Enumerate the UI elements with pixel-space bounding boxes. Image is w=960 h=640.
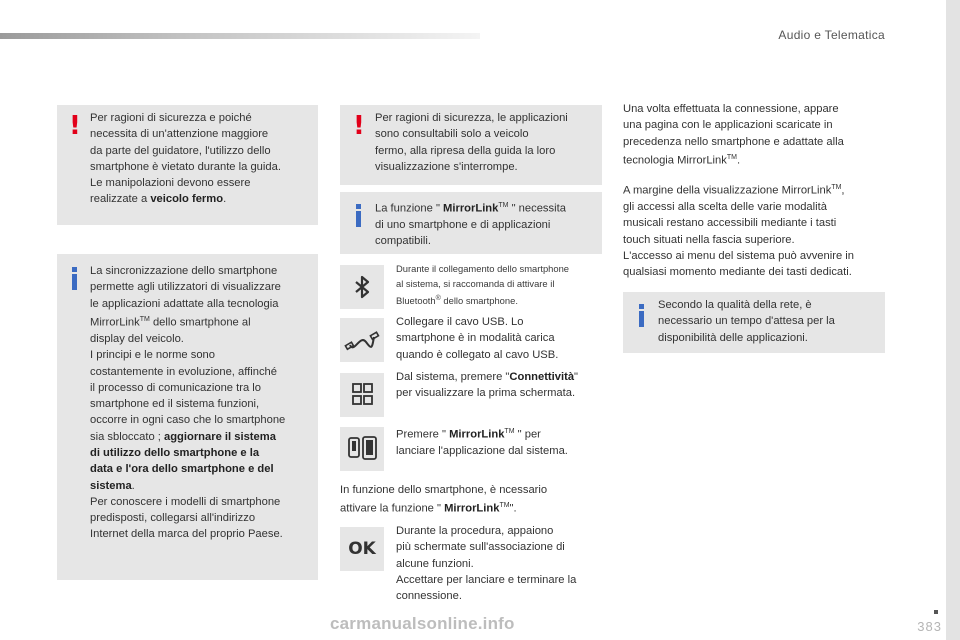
warning-text: Per ragioni di sicurezza e poiché necessita di un'attenzione maggiore da parte del guidatore, l'utilizzo dello smartphone è vietato durante la guida. Le manipolazioni devono essere realizzate a veicolo fermo. — [90, 112, 281, 206]
bluetooth-step-icon-box — [340, 265, 384, 309]
warning-text: Per ragioni di sicurezza, le applicazioni sono consultabili solo a veicolo fermo, alla ripresa della guida la loro visualizzazione s'interrompe. — [375, 112, 568, 173]
info-text: Secondo la qualità della rete, è necessario un tempo d'attesa per la disponibilità delle applicazioni. — [658, 299, 835, 344]
info-text: La funzione " MirrorLink™ " necessita di uno smartphone e di applicazioni compatibili. — [375, 202, 566, 248]
ok-step-text: Durante la procedura, appaiono più schermate sull'associazione di alcune funzioni. Accettare per lanciare e terminare la connessione. — [396, 525, 577, 603]
info-icon — [356, 204, 361, 227]
connectivity-step-icon-box — [340, 373, 384, 417]
function-note: In funzione dello smartphone, è ncessario attivare la funzione " MirrorLink™". — [340, 484, 548, 516]
bluetooth-step-text: Durante il collegamento dello smartphone al sistema, si raccomanda di attivare il Bluetooth® dello smartphone. — [396, 263, 570, 307]
info-text: La sincronizzazione dello smartphone permette agli utilizzatori di visualizzare le applicazioni adattate alla tecnologia MirrorLink™ dello smartphone al display del veicolo. I principi e le norme sono costantemente in evoluzione, affinché il processo di comunicazione tra lo smartphone ed il sistema funzioni, occorre in ogni caso che lo smartphone sia sbloccato ; aggiornare il sistema di utilizzo dello smartphone e la data e l'ora dello smartphone e del sistema. Per conoscere i modelli di smartphone predisposti, collegarsi all'indirizzo Internet della marca del proprio Paese. — [90, 265, 286, 541]
connectivity-step-text: Dal sistema, premere "Connettività" per visualizzare la prima schermata. — [396, 371, 579, 400]
warning-box-safety — [57, 105, 318, 225]
warning-box-apps — [340, 105, 602, 185]
warning-exclamation-icon: ! — [353, 111, 365, 141]
warning-exclamation-icon: ! — [69, 111, 81, 141]
usb-step-text: Collegare il cavo USB. Lo smartphone è in modalità carica quando è collegato al cavo USB. — [396, 316, 559, 361]
connection-paragraph: Una volta effettuata la connessione, appare una pagina con le applicazioni scaricate in precedenza nello smartphone e adattate alla tecnologia MirrorLink™. — [623, 103, 844, 167]
display-paragraph: A margine della visualizzazione MirrorLink™, gli accessi alla scelta delle varie modalità musicali restano accessibili mediante i tasti touch situati nella fascia superiore. L'accesso ai menu del sistema può avvenire in qualsiasi momento mediante dei tasti dedicati. — [623, 184, 854, 279]
watermark: carmanualsonline.info — [330, 614, 515, 633]
info-box-mirrorlink — [340, 192, 602, 254]
info-box-network — [623, 292, 885, 353]
ok-icon: OK — [348, 539, 376, 559]
page-edge-strip — [946, 0, 960, 640]
page-number: 383 — [917, 619, 942, 634]
mirrorlink-icon — [340, 427, 384, 471]
info-icon — [639, 304, 644, 327]
usb-cable-icon — [340, 318, 384, 362]
info-box-sync — [57, 254, 318, 580]
mirrorlink-step-text: Premere " MirrorLink™ " per lanciare l'applicazione dal sistema. — [396, 428, 568, 458]
ok-step-icon-box — [340, 527, 384, 571]
info-icon — [72, 267, 77, 290]
usb-step-icon-box — [340, 318, 384, 362]
mirrorlink-step-icon-box — [340, 427, 384, 471]
bluetooth-icon — [340, 265, 384, 309]
footer-dot — [934, 610, 938, 614]
section-title: Audio e Telematica — [778, 28, 885, 42]
grid-menu-icon — [340, 373, 384, 417]
header-gradient-bar — [0, 33, 480, 39]
